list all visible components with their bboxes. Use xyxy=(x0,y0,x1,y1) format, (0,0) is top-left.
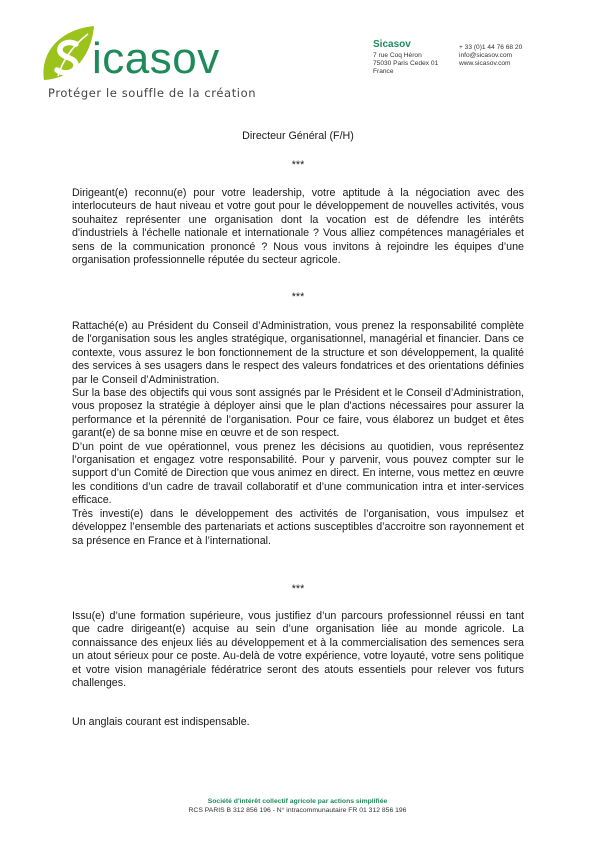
address-line-2: 75030 Paris Cedex 01 xyxy=(373,59,439,67)
address-org: Sicasov xyxy=(373,39,411,50)
paragraph-profile xyxy=(72,610,524,690)
address-line-1: 7 rue Coq Héron xyxy=(373,52,422,59)
separator: *** xyxy=(291,159,305,171)
contact-web[interactable]: www.sicasov.com xyxy=(459,59,511,67)
address-line-3: France xyxy=(373,67,394,75)
contact-email[interactable]: info@sicasov.com xyxy=(459,51,513,59)
paragraph-intro xyxy=(72,187,524,267)
logo-wordmark: icasov xyxy=(92,34,220,83)
footer-legal-form: Société d'intérêt collectif agricole par actions simplifiée xyxy=(207,798,388,805)
document-title: Directeur Général (F/H) xyxy=(242,130,354,142)
paragraph-text: Dirigeant(e) reconnu(e) pour votre leadership, votre aptitude à la négociation avec des interlocuteurs de haut niveau et votre gout pour le développement de nouvelles activités, vous souhaitez représenter une organisation dont la vocation est de défendre les intérêts d'industriels à l'échelle nationale et internationale ? Vous alliez compétences managériales et sens de la communication prononcé ? Nous vous invitons à rejoindre les équipes d’une organisation professionnelle réputée du secteur agricole. xyxy=(72,187,524,267)
paragraph-text: Un anglais courant est indispensable. xyxy=(72,716,250,728)
footer-registration: RCS PARIS B 312 856 196 - N° intracommunautaire FR 01 312 856 196 xyxy=(188,807,407,814)
paragraph-text: Très investi(e) dans le développement des activités de l’organisation, vous impulsez et développez l’ensemble des partenariats et actions susceptibles d’accroitre son rayonnement et sa présence en France et à l’international. xyxy=(72,507,524,547)
address-block xyxy=(373,39,438,75)
contact-phone: + 33 (0)1 44 76 68 20 xyxy=(459,44,523,51)
tagline: Protéger le souffle de la création xyxy=(48,86,257,100)
contact-block xyxy=(459,44,522,67)
sicasov-logo-mark xyxy=(38,20,268,90)
footer xyxy=(0,797,595,815)
separator: *** xyxy=(291,583,305,595)
paragraph-text: D’un point de vue opérationnel, vous prenez les décisions au quotidien, vous représentez l’organisation et engagez votre responsabilité. Pour y parvenir, vous pouvez compter sur le support d’un Comité de Direction que vous animez en direct. En interne, vous mettez en œuvre les conditions d’un cadre de travail collaboratif et d’une communication intra et inter-services efficace. xyxy=(72,440,524,507)
paragraph-mission xyxy=(72,320,524,548)
paragraph-text: Issu(e) d’une formation supérieure, vous justifiez d’un parcours professionnel réussi en tant que cadre dirigeant(e) acquise au sein d’une organisation liée au monde agricole. La connaissance des enjeux liés au développement et à la commercialisation des semences sera un atout sérieux pour ce poste. Au-delà de votre expérience, votre loyauté, votre sens politique et votre vision managériale fédératrice seront des atouts essentiels pour relever vos futurs challenges. xyxy=(72,610,524,690)
paragraph-language xyxy=(72,716,524,729)
paragraph-text: Sur la base des objectifs qui vous sont assignés par le Président et le Conseil d’Administration, vous proposez la stratégie à déployer ainsi que le plan d'actions nécessaires pour assurer la performance et la pérennité de l’organisation. Pour ce faire, vous élaborez un budget et êtes garant(e) de sa bonne mise en œuvre et de son respect. xyxy=(72,387,524,440)
paragraph-text: Rattaché(e) au Président du Conseil d’Administration, vous prenez la responsabilité complète de l'organisation sous les angles stratégique, organisationnel, managérial et financier. Dans ce contexte, vous assurez le bon fonctionnement de la structure et son développement, la qualité des services à ses usagers dans le respect des valeurs fondatrices et des orientations définies par le Conseil d’Administration. xyxy=(72,320,524,386)
separator: *** xyxy=(291,291,305,303)
